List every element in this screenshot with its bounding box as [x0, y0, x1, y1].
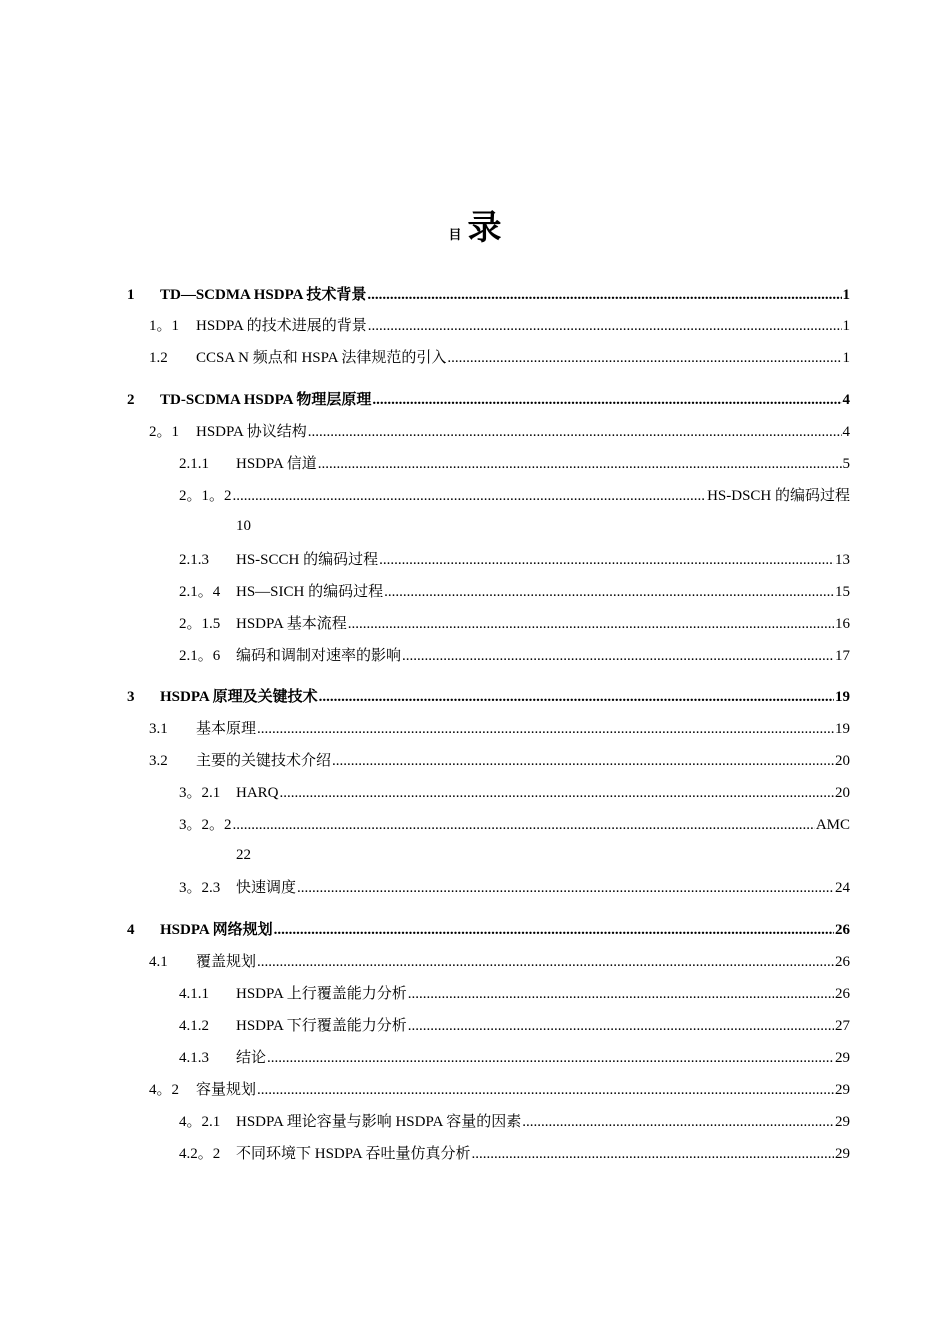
- toc-entry-wrapped-page: 22: [236, 847, 251, 863]
- toc-entry-page: 17: [835, 648, 850, 664]
- dot-leader: [402, 646, 834, 666]
- dot-leader: [522, 1112, 834, 1132]
- toc-entry-number: 2.1。4: [179, 584, 221, 600]
- toc-entry-page: 19: [835, 689, 850, 705]
- toc-entry-number: 2.1.3: [179, 552, 209, 568]
- toc-entry-number: 4。2: [149, 1082, 180, 1098]
- toc-entry-number: 3。2。2: [179, 817, 232, 833]
- toc-entry-number: 4.1: [149, 954, 168, 970]
- toc-entry-number: 1: [127, 287, 135, 303]
- dot-leader: [274, 920, 834, 940]
- toc-entry-label: CCSA N 频点和 HSPA 法律规范的引入: [196, 350, 447, 366]
- toc-entry-number: 2.1。6: [179, 648, 221, 664]
- toc-entry-3-2-3[interactable]: [179, 876, 850, 898]
- toc-entry-label: 容量规划: [196, 1082, 257, 1098]
- toc-entry-label: 主要的关键技术介绍: [196, 753, 332, 769]
- toc-entry-label: HSDPA 基本流程: [236, 616, 347, 632]
- toc-entry-label: 基本原理: [196, 721, 257, 737]
- toc-entry-1[interactable]: [127, 283, 850, 305]
- toc-entry-2-1-3[interactable]: [179, 548, 850, 570]
- toc-entry-page: 1: [842, 350, 850, 366]
- toc-entry-number: 4: [127, 922, 135, 938]
- toc-entry-number: 2。1: [149, 424, 180, 440]
- toc-entry-number: 2。1。2: [179, 488, 232, 504]
- toc-entry-number: 3: [127, 689, 135, 705]
- toc-entry-label: HSDPA 上行覆盖能力分析: [236, 986, 407, 1002]
- toc-entry-label: 编码和调制对速率的影响: [236, 648, 402, 664]
- toc-entry-number: 4.1.3: [179, 1050, 209, 1066]
- toc-entry-label: HS—SICH 的编码过程: [236, 584, 384, 600]
- dot-leader: [257, 952, 834, 972]
- toc-entry-2-1-1[interactable]: [179, 452, 850, 474]
- dot-leader: [367, 285, 841, 305]
- toc-title-small: 目: [448, 228, 462, 243]
- toc-entry-number: 4.1.2: [179, 1018, 209, 1034]
- toc-entry-number: 1.2: [149, 350, 168, 366]
- toc-entry-4-2-1[interactable]: [179, 1110, 850, 1132]
- toc-entry-4-2-2[interactable]: [179, 1142, 850, 1164]
- toc-entry-number: 1。1: [149, 318, 180, 334]
- toc-entry-page: 16: [835, 616, 850, 632]
- toc-entry-page: 24: [835, 880, 850, 896]
- toc-title: [0, 200, 950, 249]
- dot-leader: [257, 1080, 834, 1100]
- toc-entry-page: 29: [835, 1050, 850, 1066]
- toc-entry-3[interactable]: [127, 685, 850, 707]
- dot-leader: [318, 454, 842, 474]
- toc-entry-page: 26: [835, 954, 850, 970]
- toc-entry-page: 29: [835, 1114, 850, 1130]
- toc-entry-number: 3.1: [149, 721, 168, 737]
- toc-entry-1-1[interactable]: [149, 314, 850, 336]
- dot-leader: [408, 1016, 834, 1036]
- dot-leader: [280, 783, 834, 803]
- toc-entry-page: 29: [835, 1146, 850, 1162]
- toc-entry-label: HSDPA 信道: [236, 456, 317, 472]
- toc-entry-4-1-1[interactable]: [179, 982, 850, 1004]
- toc-entry-label: HSDPA 网络规划: [160, 922, 273, 938]
- toc-entry-wrapped-page: 10: [236, 518, 251, 534]
- toc-entry-page: 26: [835, 986, 850, 1002]
- toc-entry-3-2-1[interactable]: [179, 781, 850, 803]
- toc-entry-page: 19: [835, 721, 850, 737]
- dot-leader: [408, 984, 834, 1004]
- dot-leader: [233, 815, 815, 835]
- toc-entry-page: 20: [835, 753, 850, 769]
- toc-entry-number: 4。2.1: [179, 1114, 221, 1130]
- toc-entry-4-1-2[interactable]: [179, 1014, 850, 1036]
- dot-leader: [447, 348, 841, 368]
- toc-entry-number: 4.1.1: [179, 986, 209, 1002]
- toc-entry-page: 13: [835, 552, 850, 568]
- toc-entry-page: 29: [835, 1082, 850, 1098]
- toc-entry-2-1[interactable]: [149, 420, 850, 442]
- dot-leader: [332, 751, 834, 771]
- toc-entry-page: 26: [835, 922, 850, 938]
- toc-entry-page: 5: [842, 456, 850, 472]
- toc-entry-number: 2.1.1: [179, 456, 209, 472]
- toc-entry-page: 4: [842, 392, 850, 408]
- toc-entry-label: 结论: [236, 1050, 267, 1066]
- dot-leader: [233, 486, 707, 506]
- toc-entry-label: HS-SCCH 的编码过程: [236, 552, 379, 568]
- dot-leader: [384, 582, 834, 602]
- toc-entry-3-2-2[interactable]: [179, 813, 850, 835]
- dot-leader: [379, 550, 834, 570]
- toc-entry-4-1-3[interactable]: [179, 1046, 850, 1068]
- dot-leader: [297, 878, 834, 898]
- toc-entry-page: 1: [842, 318, 850, 334]
- dot-leader: [319, 687, 834, 707]
- toc-entry-3-2[interactable]: [149, 749, 850, 771]
- toc-entry-4[interactable]: [127, 918, 850, 940]
- toc-entry-label: 不同环境下 HSDPA 吞吐量仿真分析: [236, 1146, 471, 1162]
- toc-entry-label: HSDPA 的技术进展的背景: [196, 318, 367, 334]
- toc-entry-label: TD-SCDMA HSDPA 物理层原理: [160, 392, 372, 408]
- toc-entry-2-1-6[interactable]: [179, 644, 850, 666]
- dot-leader: [471, 1144, 834, 1164]
- toc-entry-label: HSDPA 协议结构: [196, 424, 307, 440]
- toc-entry-label: 覆盖规划: [196, 954, 257, 970]
- toc-entry-page: 4: [842, 424, 850, 440]
- dot-leader: [368, 316, 842, 336]
- toc-entry-number: 4.2。2: [179, 1146, 221, 1162]
- toc-entry-page: AMC: [815, 817, 850, 833]
- toc-entry-2-1-2[interactable]: [179, 484, 850, 506]
- toc-entry-label: TD—SCDMA HSDPA 技术背景: [160, 287, 367, 303]
- toc-entry-label: HSDPA 下行覆盖能力分析: [236, 1018, 407, 1034]
- dot-leader: [267, 1048, 834, 1068]
- toc-entry-number: 2: [127, 392, 135, 408]
- toc-entry-4-1[interactable]: [149, 950, 850, 972]
- toc-entry-number: 3.2: [149, 753, 168, 769]
- toc-entry-3-1[interactable]: [149, 717, 850, 739]
- toc-entry-label: HSDPA 理论容量与影响 HSDPA 容量的因素: [236, 1114, 522, 1130]
- toc-entry-number: 2。1.5: [179, 616, 221, 632]
- toc-entry-page: 27: [835, 1018, 850, 1034]
- toc-entry-page: 15: [835, 584, 850, 600]
- toc-entry-2-1-4[interactable]: [179, 580, 850, 602]
- toc-entry-page: HS-DSCH 的编码过程: [707, 488, 850, 504]
- toc-entry-number: 3。2.1: [179, 785, 221, 801]
- toc-entry-number: 3。2.3: [179, 880, 221, 896]
- toc-entry-label: HSDPA 原理及关键技术: [160, 689, 318, 705]
- dot-leader: [348, 614, 834, 634]
- dot-leader: [372, 390, 841, 410]
- toc-entry-2[interactable]: [127, 388, 850, 410]
- toc-entry-label: HARQ: [236, 785, 279, 801]
- toc-entry-label: 快速调度: [236, 880, 297, 896]
- dot-leader: [308, 422, 842, 442]
- toc-entry-page: 1: [842, 287, 850, 303]
- toc-entry-1-2[interactable]: [149, 346, 850, 368]
- dot-leader: [257, 719, 834, 739]
- toc-entry-4-2[interactable]: [149, 1078, 850, 1100]
- toc-entry-2-1-5[interactable]: [179, 612, 850, 634]
- toc-entry-page: 20: [835, 785, 850, 801]
- toc-title-big: 录: [467, 208, 502, 248]
